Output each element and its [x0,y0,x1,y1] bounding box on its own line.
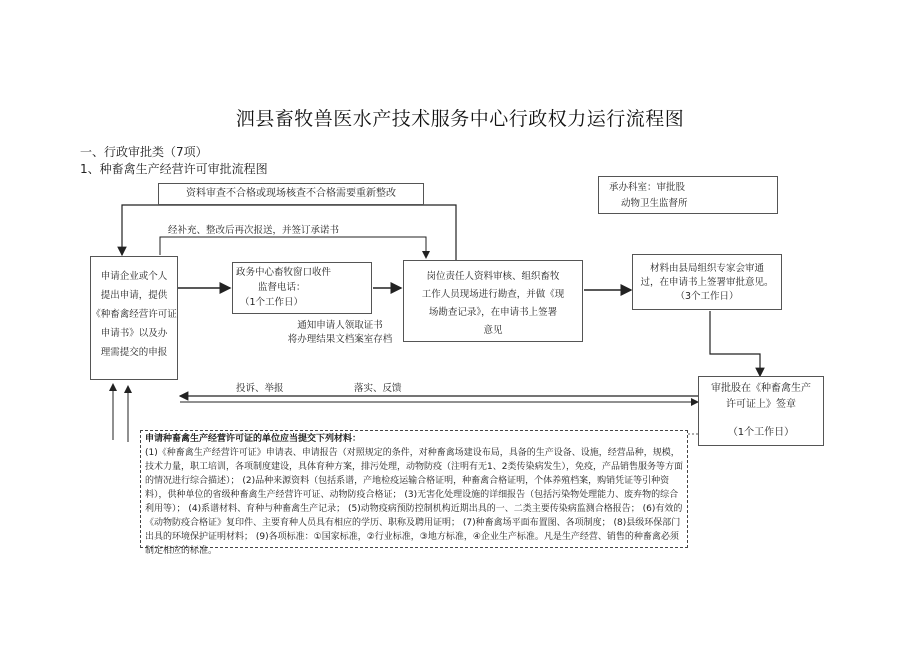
applicant-box [90,256,178,380]
materials-box [140,430,688,556]
resubmit-line [160,237,426,258]
applicant-line: 理需提交的申报 [100,347,168,358]
approve-box [698,376,824,446]
reject-note-box: 资料审查不合格或现场核查不合格需要重新整改 [158,183,424,205]
review-box [403,260,583,342]
window-line: 监督电话： [258,282,306,293]
window-box [232,262,372,314]
window-line: （1个工作日） [240,297,304,308]
material-item: (2)品种来源资料（包括系谱，产地检疫运输合格证明，种畜禽合格证明，个体养殖档案，购销凭证等引种资料），供种单位的省级种畜禽生产经营许可证、动物防疫合格证； [145,476,670,500]
approve-line: 审批股在《种畜禽生产 [711,383,811,394]
applicant-line: 申请企业或个人 [100,271,168,282]
subsection-heading: 1、种畜禽生产经营许可审批流程图 [80,162,268,176]
office-line-1: 承办科室：审批股 [609,182,686,193]
material-item: (9)各项标准：①国家标准，②行业标准，③地方标准，④企业生产标准。凡是生产经营、销售的种畜禽必须制定相应的标准。 [145,532,679,556]
expert-line: （3个工作日） [675,291,739,302]
review-line: 工作人员现场进行勘查，并做《现 [421,289,565,300]
resubmit-note: 经补充、整改后再次报送，并签订承诺书 [168,225,340,236]
notify-line: 通知申请人领取证书 [297,320,383,331]
expert-line: 材料由县局组织专家会审通 [649,263,764,274]
applicant-line: 申请书》以及办 [100,328,168,339]
material-item: (4)系谱材料、育种与种畜禽生产记录； [188,504,346,514]
material-item: (8)县级环保部门出具的环境保护证明材料； [145,518,681,542]
complaint-label: 投诉、举报 [236,383,284,394]
arrow-expert-approve [710,311,760,376]
page-title: 泗县畜牧兽医水产技术服务中心行政权力运行流程图 [235,108,685,130]
expert-box [632,254,782,310]
notify-line: 将办理结果文档案室存档 [287,334,393,345]
review-line: 场勘查记录》，在申请书上签署 [428,307,558,318]
expert-line: 过，在申请书上签署审批意见。 [640,277,774,288]
review-line: 意见 [483,325,503,336]
section-heading: 一、行政审批类（7项） [80,145,208,159]
office-box [598,176,778,214]
window-line: 政务中心畜牧窗口收件 [236,267,332,278]
material-item: (3)无害化处理设施的详细报告（包括污染物处理能力、废弃物的综合利用等）； [145,490,679,514]
notify-note [280,319,400,347]
applicant-line: 提出申请，提供 [100,290,168,301]
review-line: 岗位责任人资料审核、组织畜牧 [426,271,560,282]
materials-heading: 申请种畜禽生产经营许可证的单位应当提交下列材料： [145,434,362,444]
materials-list [145,446,683,558]
applicant-line: 《种畜禽经营许可证 [91,309,177,320]
office-line-2: 动物卫生监督所 [621,198,688,209]
feedback-label: 落实、反馈 [354,383,402,394]
material-item: (1)《种畜禽生产经营许可证》申请表、申请报告（对照规定的条件，对种畜禽场建设布局，具备的生产设备、设施，经营品种，规模，技术力量，职工培训，各项制度建设，具体育种方案，排污处理，动物防疫（注明有无1、2类传染病发生），免疫，产品销售服务等方面的情况进行综合描述）； [145,448,683,486]
approve-line: （1个工作日） [727,427,795,438]
material-item: (7)种畜禽场平面布置图、各项制度； [462,518,611,528]
approve-line: 许可证上》签章 [726,399,796,410]
material-item: (6)有效的《动物防疫合格证》复印件、主要育种人员具有相应的学历、职称及聘用证明； [145,504,683,528]
material-item: (5)动物疫病预防控制机构近期出具的一、二类主要传染病监测合格报告； [348,504,640,514]
